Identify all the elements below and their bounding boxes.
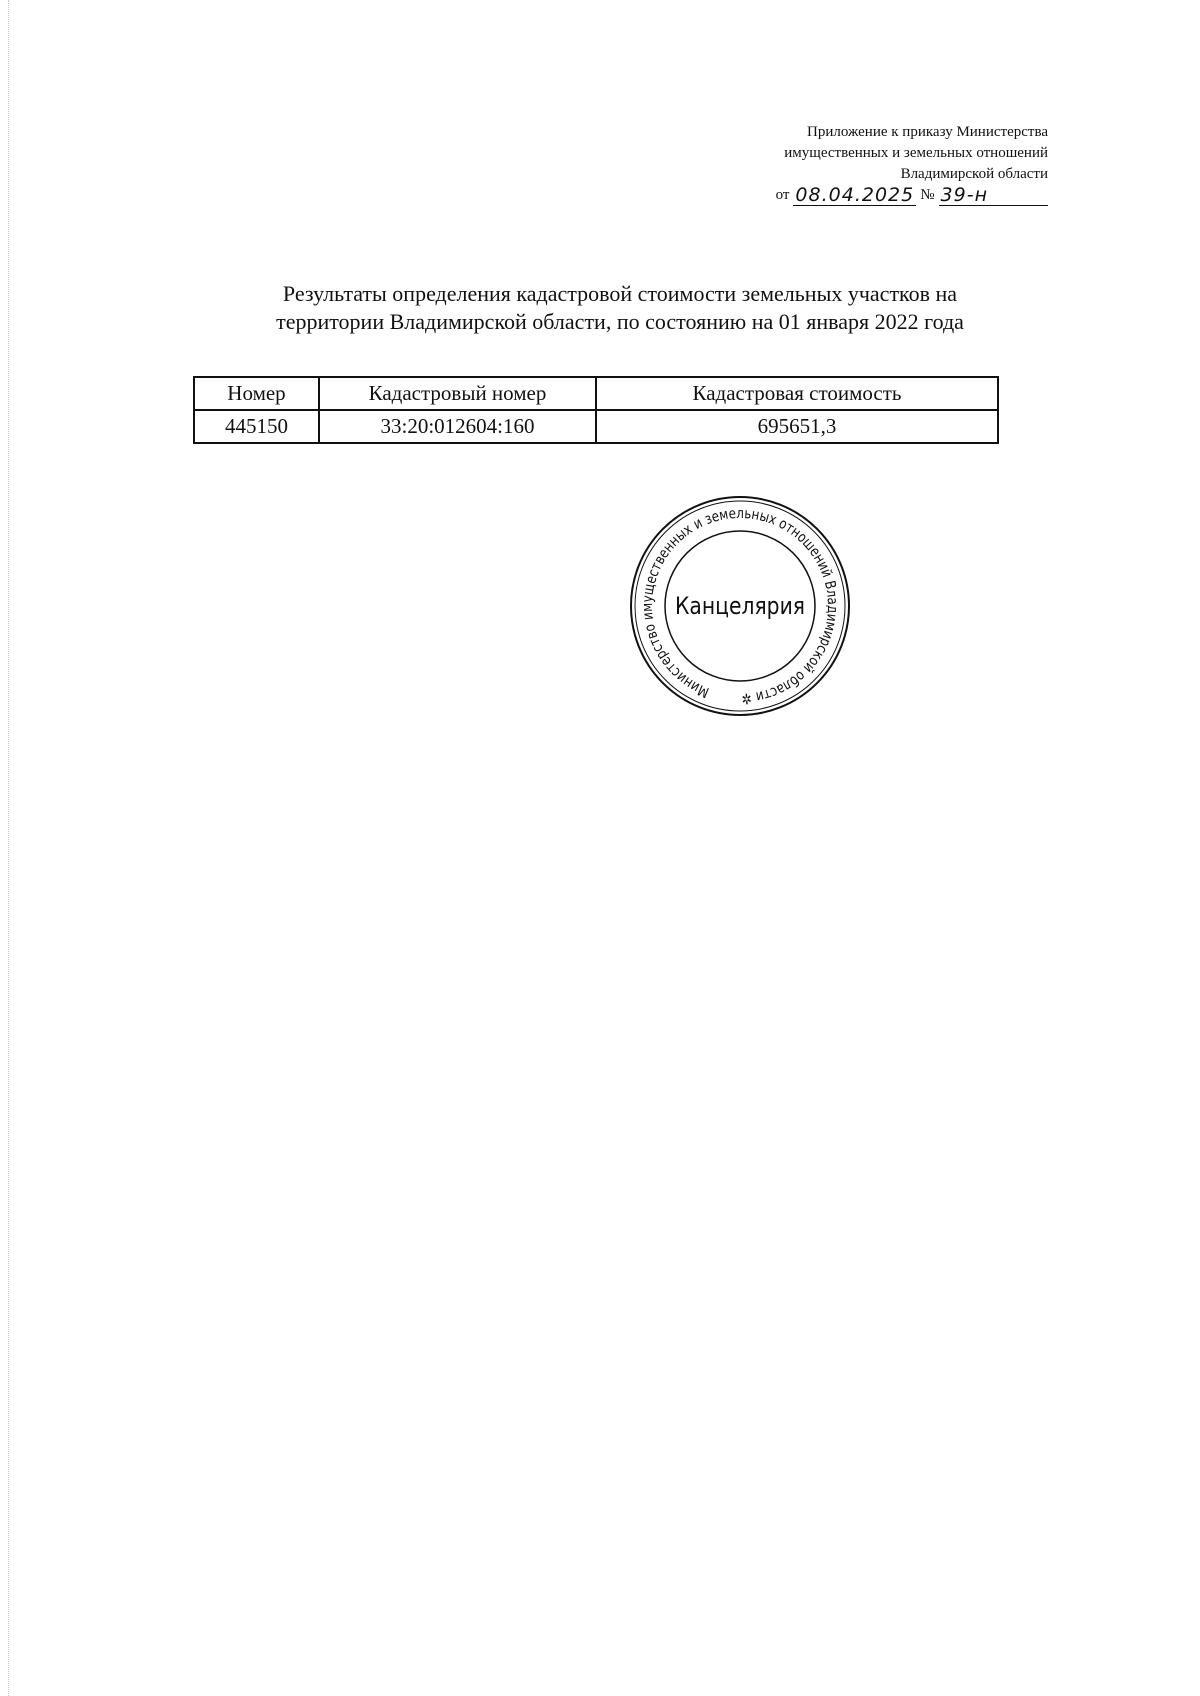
cadastral-table: [193, 376, 999, 444]
office-stamp: [628, 494, 852, 718]
header-number: Номер: [194, 377, 319, 410]
header-cadastral-number: Кадастровый номер: [319, 377, 596, 410]
document-title: [190, 280, 1050, 336]
header-cadastral-value: Кадастровая стоимость: [596, 377, 998, 410]
appendix-line: имущественных и земельных отношений: [784, 145, 1048, 161]
title-line: Результаты определения кадастровой стоимости земельных участков на: [282, 281, 958, 306]
stamp-ring-text: Министерство имущественных и земельных отношений Владимирской области ✲: [639, 505, 841, 707]
appendix-header: [776, 122, 1048, 206]
cell-number: 445150: [194, 410, 319, 443]
stamp-center-text: Канцелярия: [675, 592, 805, 620]
appendix-line: Владимирской области: [900, 166, 1048, 182]
number-prefix: №: [920, 187, 935, 203]
appendix-line: Приложение к приказу Министерства: [807, 124, 1048, 140]
handwritten-number: 39-н: [939, 185, 1048, 206]
title-line: территории Владимирской области, по состоянию на 01 января 2022 года: [276, 309, 964, 334]
table-header-row: [194, 377, 998, 410]
date-prefix: от: [775, 187, 790, 203]
table-row: [194, 410, 998, 443]
handwritten-date: 08.04.2025: [795, 184, 915, 206]
cell-cadastral-number: 33:20:012604:160: [319, 410, 596, 443]
cell-cadastral-value: 695651,3: [596, 410, 998, 443]
scan-edge: [8, 0, 11, 1696]
order-date-number: [776, 185, 1048, 206]
